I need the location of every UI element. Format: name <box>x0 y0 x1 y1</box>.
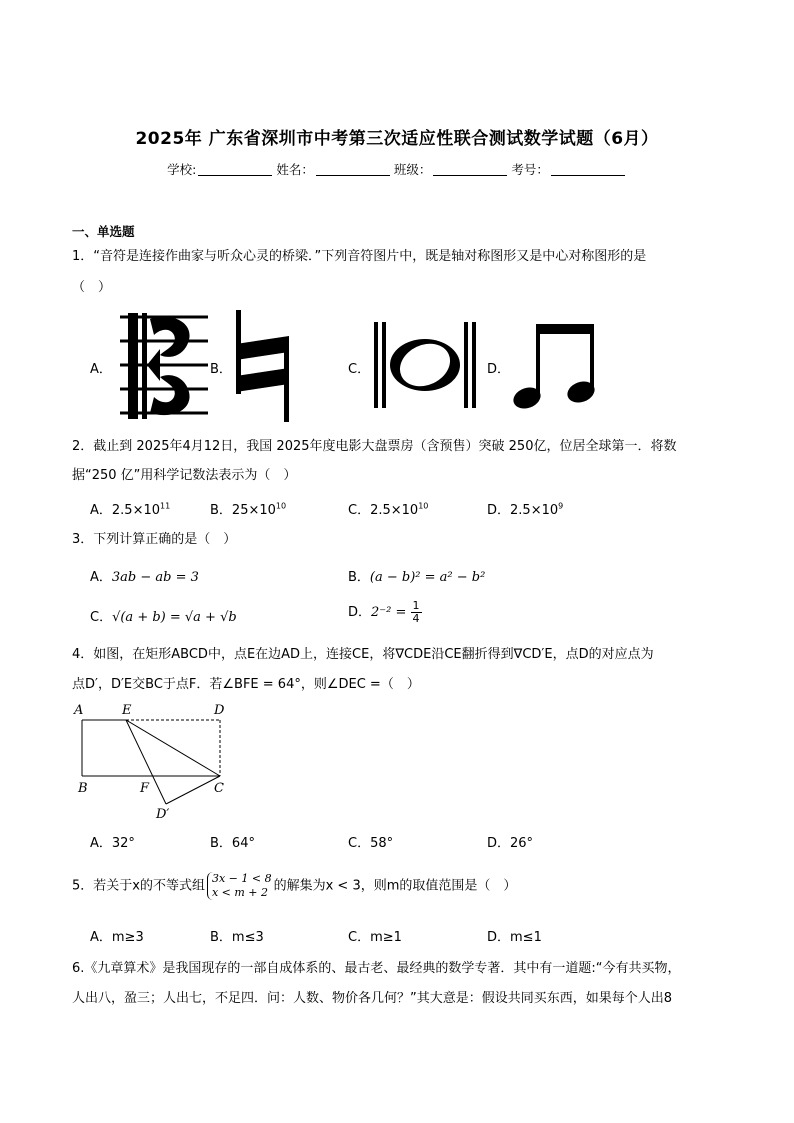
q1-option-a-label: A． <box>90 362 112 377</box>
q5-option-c: C．m≥1 <box>348 930 402 945</box>
q4-option-d: D．26° <box>487 836 534 851</box>
id-label: 考号： <box>511 162 549 177</box>
class-label: 班级： <box>393 162 432 177</box>
q4-option-b: B．64° <box>210 836 255 851</box>
q1-option-c-label: C． <box>348 362 371 377</box>
point-c-label: C <box>214 781 224 796</box>
q1-option-b-label: B． <box>210 362 232 377</box>
question-2-stem-line2: 据“250 亿”用科学记数法表示为（ ） <box>72 468 297 483</box>
question-1-stem: 1．“音符是连接作曲家与听众心灵的桥梁．”下列音符图片中，既是轴对称图形又是中心对称图形的是 <box>72 249 647 264</box>
question-1-paren: （ ） <box>72 280 112 295</box>
q3-option-b: B．(a − b)² = a² − b² <box>348 570 486 585</box>
beamed-eighth-notes-image <box>512 322 596 410</box>
question-6-stem-line2: 人出八，盈三；人出七，不足四．问：人数、物价各几何？”其大意是：假设共同买东西，如果每个人出8 <box>72 991 673 1006</box>
q4-option-a: A．32° <box>90 836 135 851</box>
q2-option-c: C．$2.5\times 10^{10}$ <box>348 501 429 518</box>
point-b-label: B <box>78 781 88 796</box>
point-d-label: D <box>214 703 225 718</box>
q5-option-b: B．m≤3 <box>210 930 264 945</box>
q3-option-c: C．√(a + b) = √a + √b <box>90 610 237 625</box>
point-f-label: F <box>140 781 150 796</box>
q5-option-a: A．m≥3 <box>90 930 144 945</box>
question-6-stem: 6.《九章算术》是我国现存的一部自成体系的、最古老、最经典的数学专著．其中有一道题:“今有共买物， <box>72 961 681 976</box>
student-info-line <box>0 160 794 178</box>
q3-option-d: D．2⁻² = $\frac{1}{4}$ <box>348 599 420 625</box>
q4-option-c: C．58° <box>348 836 394 851</box>
natural-sign-image <box>234 310 294 422</box>
q5-option-d: D．m≤1 <box>487 930 542 945</box>
school-label: 学校: <box>167 162 197 177</box>
q1-option-d-label: D． <box>487 362 511 377</box>
fraction: $\frac{1}{4}$ <box>412 599 420 625</box>
rectangle-fold-figure <box>70 700 240 826</box>
inequality-system: 3x − 1 < 8 x < m + 2 <box>207 872 272 900</box>
page-title: 2025年 广东省深圳市中考第三次适应性联合测试数学试题（6月） <box>135 129 659 149</box>
name-label: 姓名： <box>276 162 314 177</box>
question-4-stem-line2: 点D′，D′E交BC于点F．若∠BFE = 64°，则∠DEC =（ ） <box>72 677 420 692</box>
point-e-label: E <box>122 703 132 718</box>
name-blank <box>316 163 390 176</box>
alto-clef-image <box>120 313 210 419</box>
question-3-stem: 3．下列计算正确的是（ ） <box>72 532 237 547</box>
double-whole-note-image <box>374 322 476 408</box>
question-4-stem: 4．如图，在矩形ABCD中，点E在边AD上，连接CE，将∇CDE沿CE翻折得到∇CD′E，点D的对应点为 <box>72 647 654 662</box>
question-2-stem: 2．截止到 2025年4月12日，我国 2025年度电影大盘票房（含预售）突破 250亿，位居全球第一．将数 <box>72 439 677 454</box>
section-heading: 一、单选题 <box>72 224 135 239</box>
q2-option-a: A．$2.5\times 10^{11}$ <box>90 501 171 518</box>
point-d-prime-label: D′ <box>156 807 170 822</box>
id-blank <box>551 163 625 176</box>
school-blank <box>198 163 272 176</box>
point-a-label: A <box>74 703 84 718</box>
class-blank <box>433 163 507 176</box>
q3-option-a: A．3ab − ab = 3 <box>90 570 199 585</box>
q2-option-d: D．$2.5\times 10^9$ <box>487 501 564 518</box>
q2-option-b: B．$25\times 10^{10}$ <box>210 501 287 518</box>
question-5-stem: 5．若关于x的不等式组 3x − 1 < 8 x < m + 2 的解集为x < 3，则m的取值范围是（ ） <box>72 872 517 899</box>
